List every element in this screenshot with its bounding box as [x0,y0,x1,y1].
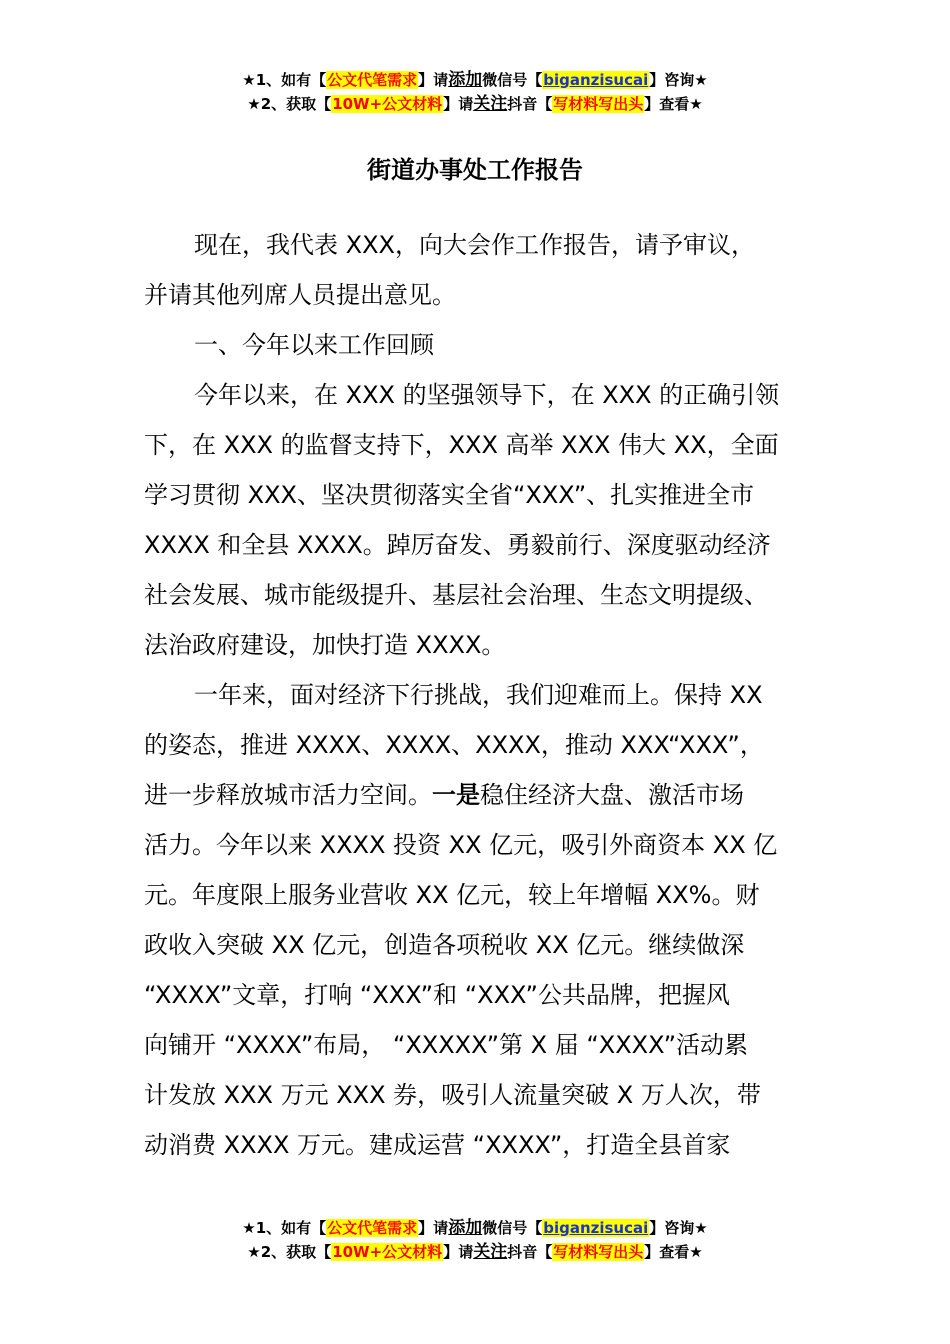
highlight-materials: 10W+公文材料 [332,95,443,113]
body-line: “XXXX”文章，打响 “XXX”和 “XXX”公共品牌，把握风 [144,981,730,1009]
highlight-materials: 10W+公文材料 [332,1243,443,1261]
body-line: 计发放 XXX 万元 XXX 券，吸引人流量突破 X 万人次，带 [144,1081,761,1109]
banner-line-2: ★2、获取【10W+公文材料】请关注抖音【写材料写出头】查看★ [247,94,703,114]
document-title: 街道办事处工作报告 [367,156,583,184]
body-line: 元。年度限上服务业营收 XX 亿元，较上年增幅 XX%。财 [144,881,760,909]
body-line: 下，在 XXX 的监督支持下，XXX 高举 XXX 伟大 XX，全面 [144,431,779,459]
footer-banner [0,1216,950,1264]
body-line: 进一步释放城市活力空间。一是稳住经济大盘、激活市场 [144,781,744,809]
emphasis-first-point: 一是 [432,781,480,809]
body-line: 现在，我代表 XXX，向大会作工作报告，请予审议， [194,231,755,259]
body-line: 并请其他列席人员提出意见。 [144,281,456,309]
wechat-id-link[interactable]: biganzisucai [543,1219,649,1237]
body-line: 的姿态，推进 XXXX、XXXX、XXXX，推动 XXX“XXX”， [144,731,764,759]
douyin-account: 写材料写出头 [553,95,644,113]
banner-line-2: ★2、获取【10W+公文材料】请关注抖音【写材料写出头】查看★ [247,1242,703,1262]
body-line: 今年以来，在 XXX 的坚强领导下，在 XXX 的正确引领 [194,381,780,409]
body-line: 法治政府建设，加快打造 XXXX。 [144,631,506,659]
body-line: 学习贯彻 XXX、坚决贯彻落实全省“XXX”、扎实推进全市 [144,481,755,509]
highlight-service: 公文代笔需求 [327,1219,418,1237]
body-line: 活力。今年以来 XXXX 投资 XX 亿元，吸引外商资本 XX 亿 [144,831,778,859]
wechat-id-link[interactable]: biganzisucai [543,71,649,89]
header-banner [0,68,950,116]
body-line: 动消费 XXXX 万元。建成运营 “XXXX”，打造全县首家 [144,1131,731,1159]
banner-line-1: ★1、如有【公文代笔需求】请添加微信号【biganzisucai】咨询★ [242,70,708,90]
section-heading: 一、今年以来工作回顾 [194,331,434,359]
banner-line-1: ★1、如有【公文代笔需求】请添加微信号【biganzisucai】咨询★ [242,1218,708,1238]
highlight-service: 公文代笔需求 [327,71,418,89]
douyin-account: 写材料写出头 [553,1243,644,1261]
body-line: 社会发展、城市能级提升、基层社会治理、生态文明提级、 [144,581,768,609]
body-line: 向铺开 “XXXX”布局， “XXXXX”第 X 届 “XXXX”活动累 [144,1031,749,1059]
body-line: 政收入突破 XX 亿元，创造各项税收 XX 亿元。继续做深 [144,931,745,959]
body-line: XXXX 和全县 XXXX。踔厉奋发、勇毅前行、深度驱动经济 [144,531,771,559]
body-line: 一年来，面对经济下行挑战，我们迎难而上。保持 XX [194,681,763,709]
document-body [144,220,808,1170]
